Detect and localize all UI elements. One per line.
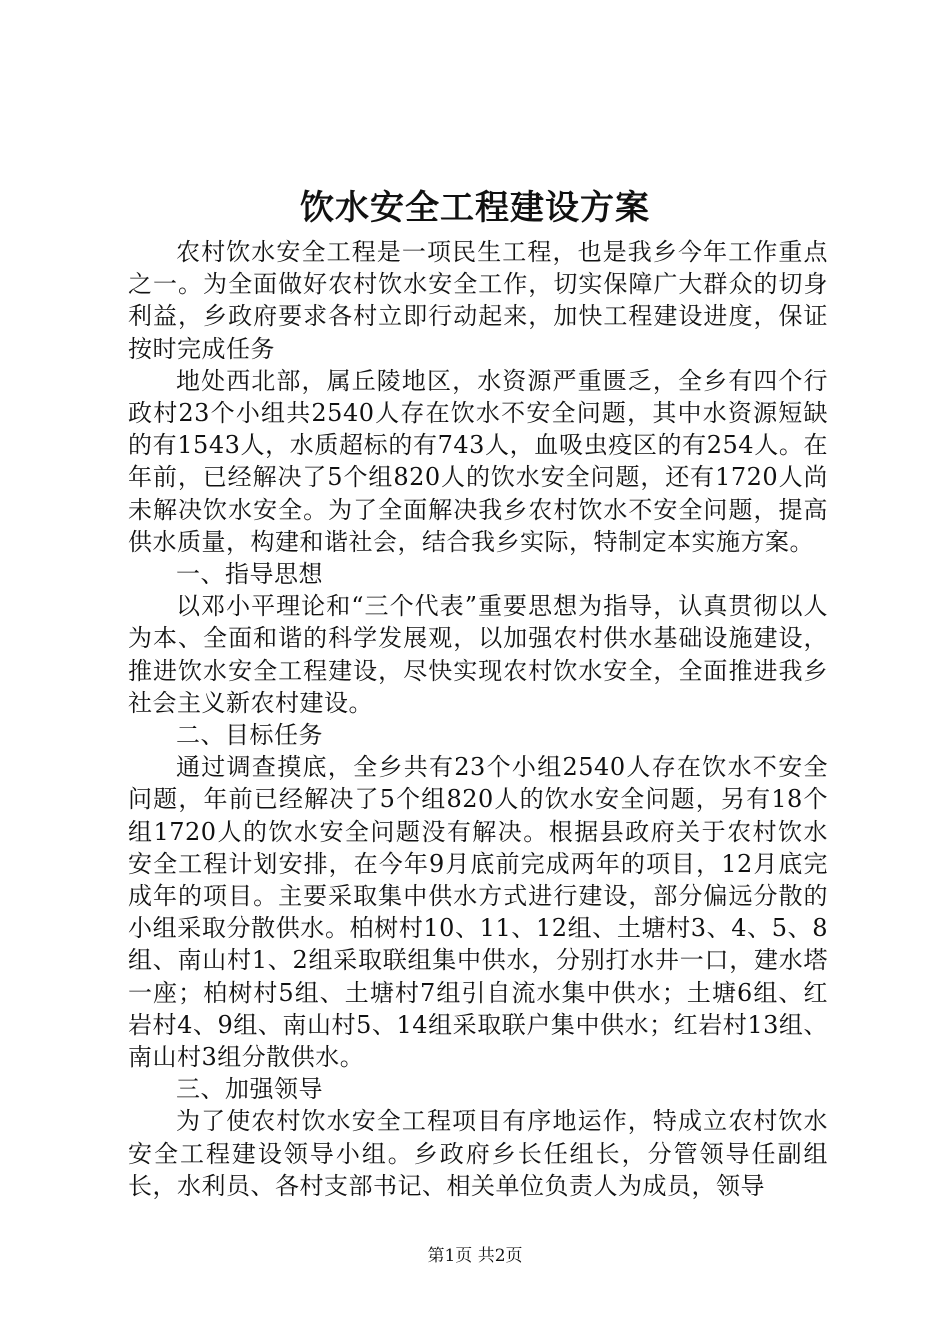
document-body [128, 236, 828, 1202]
section-text-leadership: 为了使农村饮水安全工程项目有序地运作，特成立农村饮水安全工程建设领导小组。乡政府乡长任组长，分管领导任副组长，水利员、各村支部书记、相关单位负责人为成员，领导 [128, 1107, 828, 1200]
section-text-objectives: 通过调查摸底，全乡共有23个小组2540人存在饮水不安全问题，年前已经解决了5个组820人的饮水安全问题，另有18个组1720人的饮水安全问题没有解决。根据县政府关于农村饮水安全工程计划安排，在今年9月底前完成两年的项目，12月底完成年的项目。主要采取集中供水方式进行建设，部分偏远分散的小组采取分散供水。柏树村10、11、12组、土塘村3、4、5、8组、南山村1、2组采取联组集中供水，分别打水井一口，建水塔一座；柏树村5组、土塘村7组引自流水集中供水；土塘6组、红岩村4、9组、南山村5、14组采取联户集中供水；红岩村13组、南山村3组分散供水。 [128, 753, 828, 1072]
page-number-footer: 第1页 共2页 [427, 1246, 523, 1266]
section-heading-objectives: 二、目标任务 [176, 721, 323, 750]
section-heading-guiding-ideology: 一、指导思想 [176, 560, 323, 589]
section-heading-leadership: 三、加强领导 [176, 1075, 323, 1104]
section-text-guiding-ideology: 以邓小平理论和“三个代表”重要思想为指导，认真贯彻以人为本、全面和谐的科学发展观，以加强农村供水基础设施建设，推进饮水安全工程建设，尽快实现农村饮水安全，全面推进我乡社会主义新农村建设。 [128, 592, 828, 717]
intro-paragraph: 农村饮水安全工程是一项民生工程，也是我乡今年工作重点之一。为全面做好农村饮水安全工作，切实保障广大群众的切身利益，乡政府要求各村立即行动起来，加快工程建设进度，保证按时完成任务 [128, 238, 828, 363]
background-paragraph: 地处西北部，属丘陵地区，水资源严重匮乏，全乡有四个行政村23个小组共2540人存在饮水不安全问题，其中水资源短缺的有1543人，水质超标的有743人，血吸虫疫区的有254人。在年前，已经解决了5个组820人的饮水安全问题，还有1720人尚未解决饮水安全。为了全面解决我乡农村饮水不安全问题，提高供水质量，构建和谐社会，结合我乡实际，特制定本实施方案。 [128, 366, 828, 556]
document-title: 饮水安全工程建设方案 [300, 188, 650, 228]
